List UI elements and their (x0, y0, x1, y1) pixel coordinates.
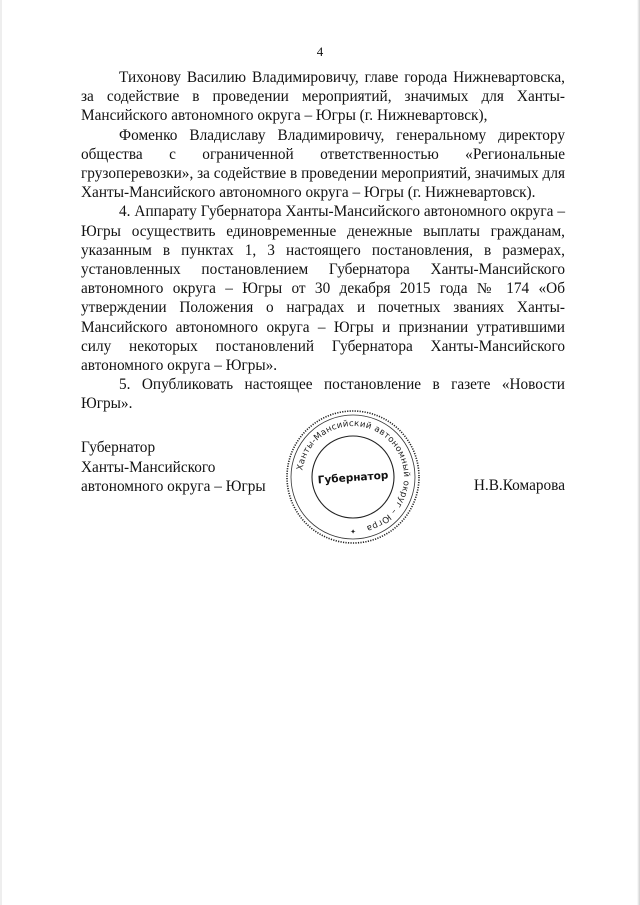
page-number: 4 (316, 44, 324, 59)
signatory-position-line: автономного округа – Югры (81, 478, 266, 495)
document-body (81, 68, 565, 414)
paragraph-item-5-publication: 5. Опубликовать настоящее постановление в газете «Новости Югры». (81, 376, 565, 413)
signatory-name: Н.В.Комарова (473, 477, 565, 494)
official-seal (283, 407, 423, 547)
signatory-position (81, 438, 266, 497)
signatory-position-line: Ханты-Мансийского (81, 458, 216, 476)
seal-center-text: Губернатор (317, 469, 389, 487)
seal-ring-text: Ханты-Мансийский автономный округ – Югра (295, 418, 412, 534)
paragraph-item-4-payments: 4. Аппарату Губернатора Ханты-Мансийского автономного округа – Югры осуществить единовременные денежные выплаты гражданам, указанным в пунктах 1, 3 настоящего постановления, в размерах, установленных постановлением Губернатора Ханты-Мансийского автономного округа – Югры от 30 декабря 2015 года № 174 «Об утверждении Положения о наградах и почетных званиях Ханты-Мансийского автономного округа – Югры и признании утратившими силу некоторых постановлений Губернатора Ханты-Мансийского автономного округа – Югры». (81, 203, 565, 375)
signatory-position-line: Губернатор (81, 439, 156, 456)
scan-edge-left (0, 0, 2, 905)
paragraph-award-fomenko: Фоменко Владиславу Владимировичу, генеральному директору общества с ограниченной ответственностью «Региональные грузоперевозки», за содействие в проведении мероприятий, значимых для Ханты-Мансийского автономного округа – Югры (г. Нижневартовск). (81, 126, 565, 202)
paragraph-award-tikhonov: Тихонову Василию Владимировичу, главе города Нижневартовска, за содействие в проведении мероприятий, значимых для Ханты-Мансийского автономного округа – Югры (г. Нижневартовск), (81, 69, 565, 125)
seal-star-icon: ✦ (350, 528, 356, 536)
